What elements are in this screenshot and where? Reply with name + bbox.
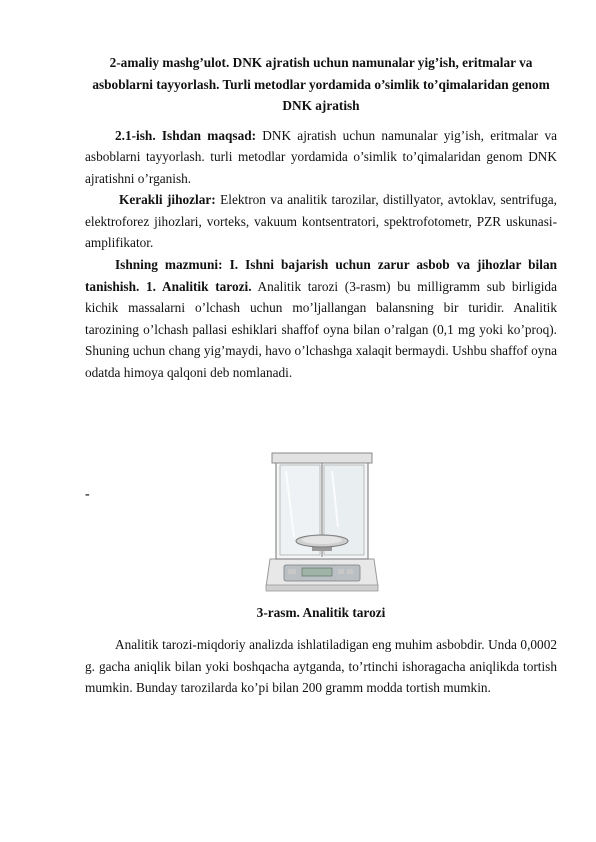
content-label: Ishning mazmuni: I. Ishni bajarish uchun zarur asbob va jihozlar bilan tanishish. 1. Analitik tarozi. <box>85 257 557 294</box>
document-title: 2-amaliy mashg’ulot. DNK ajratish uchun namunalar yig’ish, eritmalar va asboblarni tayyorlash. Turli metodlar yordamida o’simlik to’qimalaridan genom DNK ajratish <box>92 55 550 113</box>
dash-mark: - <box>85 487 90 502</box>
analytical-balance-image <box>262 447 382 597</box>
paragraph-equipment <box>85 189 557 254</box>
equipment-text: Elektron va analitik tarozilar, distillyator, avtoklav, sentrifuga, elektroforez jihozlari, vorteks, vakuum kontsentratori, spektrofotometr, PZR uskunasi-amplifikator. <box>85 192 557 251</box>
equipment-label: Kerakli jihozlar: <box>119 192 216 208</box>
paragraph-balance-description: Analitik tarozi-miqdoriy analizda ishlatiladigan eng muhim asbobdir. Unda 0,0002 g. gacha aniqlik bilan yoki boshqacha aytganda, to’rtinchi ishoragacha aniqlikda tortish mumkin. Bunday tarozilarda ko’pi bilan 200 gramm modda tortish mumkin. <box>85 637 557 696</box>
figure-caption: 3-rasm. Analitik tarozi <box>256 605 386 620</box>
purpose-label: 2.1-ish. Ishdan maqsad: <box>115 127 257 143</box>
content-text: Analitik tarozi (3-rasm) bu milligramm sub birligida kichik massalarni o’lchash uchun mo’ljallangan balansning bir turidir. Analitik tarozining o’lchash pallasi eshiklari shaffof oyna bilan o’ralgan (0,1 mg yoki ko’proq). Shuning uchun chang yig’maydi, havo o’lchashga xalaqit bermaydi. Ushbu shaffof oyna odatda himoya qalqoni deb nomlanadi. <box>85 278 557 381</box>
purpose-text: DNK ajratish uchun namunalar yig’ish, eritmalar va asboblarni tayyorlash. turli metodlar yordamida o’simlik to’qimalaridan genom DNK ajratishni o’rganish. <box>85 127 557 186</box>
analytical-balance-icon <box>262 447 382 597</box>
paragraph-purpose <box>85 125 557 190</box>
page-body-lower <box>85 634 557 699</box>
paragraph-content <box>85 254 557 384</box>
page-body <box>85 52 557 384</box>
